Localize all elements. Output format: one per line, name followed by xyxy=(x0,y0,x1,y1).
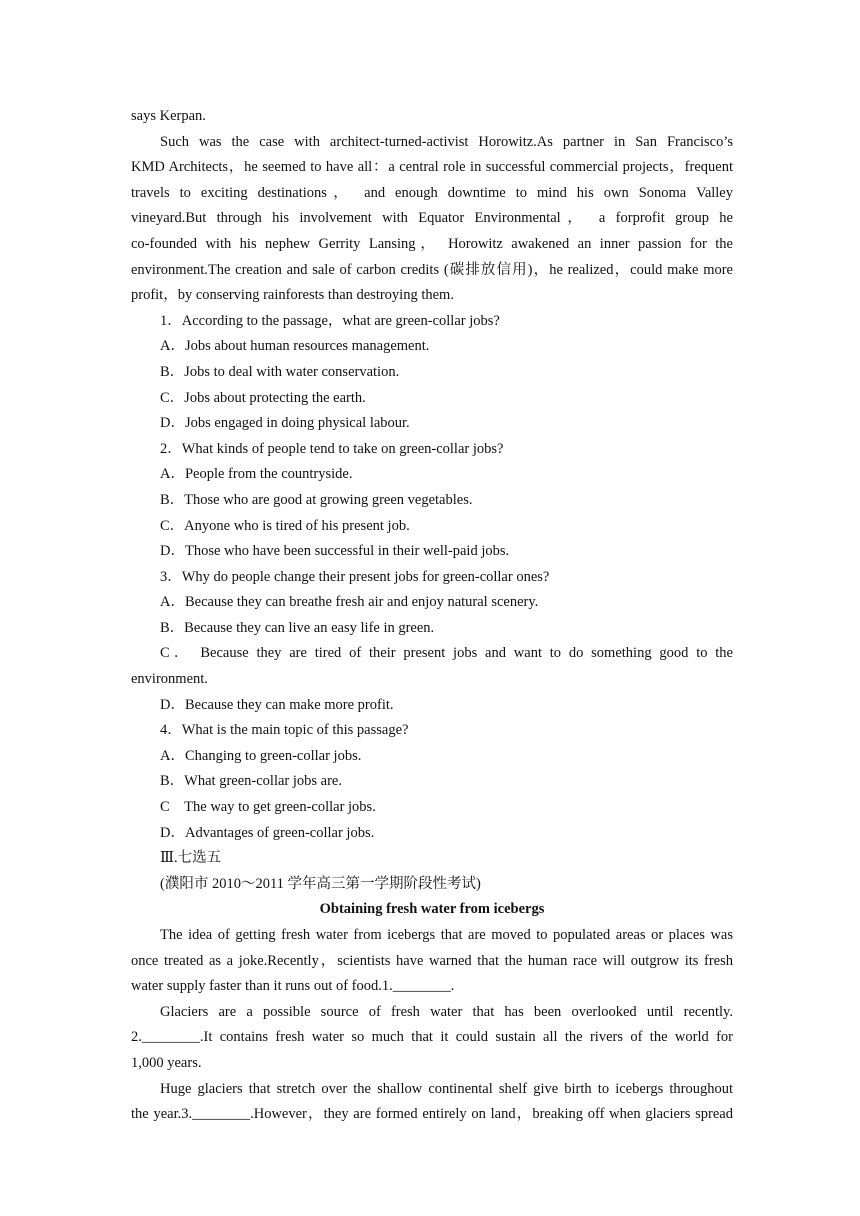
passage-text-line: Glaciers are a possible source of fresh water that has been overlooked until recently. xyxy=(160,1003,733,1020)
section-heading: Ⅲ.七选五 xyxy=(160,850,222,867)
question-stem: 1．According to the passage，what are green-collar jobs? xyxy=(160,312,500,329)
passage-text-line: Huge glaciers that stretch over the shallow continental shelf give birth to icebergs throughout xyxy=(160,1080,733,1097)
question-stem: 2．What kinds of people tend to take on green-collar jobs? xyxy=(160,440,504,457)
answer-option: B．Because they can live an easy life in green. xyxy=(160,619,435,636)
answer-option: B．Those who are good at growing green vegetables. xyxy=(160,491,473,508)
answer-option: C．Anyone who is tired of his present job. xyxy=(160,517,410,534)
passage-text-line: 2.________.It contains fresh water so much that it could sustain all the rivers of the world for xyxy=(131,1029,733,1046)
passage-text-line: KMD Architects，he seemed to have all：a central role in successful commercial projects，frequent xyxy=(131,159,733,176)
answer-option: D．Jobs engaged in doing physical labour. xyxy=(160,415,410,432)
answer-option: D．Advantages of green-collar jobs. xyxy=(160,824,375,841)
answer-option: D．Those who have been successful in their well-paid jobs. xyxy=(160,543,510,560)
passage-text-line: environment.The creation and sale of carbon credits (碳排放信用)，he realized，could make more xyxy=(131,261,733,278)
answer-option: D．Because they can make more profit. xyxy=(160,696,394,713)
answer-option: A．Changing to green-collar jobs. xyxy=(160,747,362,764)
section-source: (濮阳市 2010～2011 学年高三第一学期阶段性考试) xyxy=(160,875,481,892)
passage-text-line: co-founded with his nephew Gerrity Lansing， Horowitz awakened an inner passion for the xyxy=(131,235,733,252)
passage-text-line: The idea of getting fresh water from icebergs that are moved to populated areas or places was xyxy=(160,927,733,943)
answer-option: A．Because they can breathe fresh air and enjoy natural scenery. xyxy=(160,594,539,611)
answer-option: C The way to get green-collar jobs. xyxy=(160,799,376,816)
passage-text-line: travels to exciting destinations， and enough downtime to mind his own Sonoma Valley xyxy=(131,184,733,201)
passage-text-line: the year.3.________.However，they are formed entirely on land，breaking off when glaciers spread xyxy=(131,1106,733,1123)
passage-text-line: vineyard.But through his involvement with Equator Environmental， a forprofit group he xyxy=(131,210,733,227)
document-page xyxy=(131,104,733,1128)
answer-option: B．Jobs to deal with water conservation. xyxy=(160,363,400,380)
question-stem: 3．Why do people change their present jobs for green-collar ones? xyxy=(160,568,550,585)
answer-option: C．Jobs about protecting the earth. xyxy=(160,389,366,406)
passage-text-line: Such was the case with architect-turned-activist Horowitz.As partner in San Francisco’s xyxy=(160,133,733,150)
passage-text-line: water supply faster than it runs out of food.1.________. xyxy=(131,978,455,995)
answer-option: B．What green-collar jobs are. xyxy=(160,773,342,790)
answer-option: A．Jobs about human resources management. xyxy=(160,338,430,355)
passage-text-line: 1,000 years. xyxy=(131,1054,202,1071)
passage-text-line: says Kerpan. xyxy=(131,108,206,124)
passage-text-line: profit，by conserving rainforests than destroying them. xyxy=(131,287,454,304)
answer-option-continuation: environment. xyxy=(131,671,208,688)
answer-option: C． Because they are tired of their present jobs and want to do something good to the xyxy=(160,645,733,662)
question-stem: 4．What is the main topic of this passage? xyxy=(160,722,409,739)
passage-title: Obtaining fresh water from icebergs xyxy=(319,901,545,918)
passage-text-line: once treated as a joke.Recently，scientists have warned that the human race will outgrow its fresh xyxy=(131,952,733,969)
answer-option: A．People from the countryside. xyxy=(160,466,353,483)
